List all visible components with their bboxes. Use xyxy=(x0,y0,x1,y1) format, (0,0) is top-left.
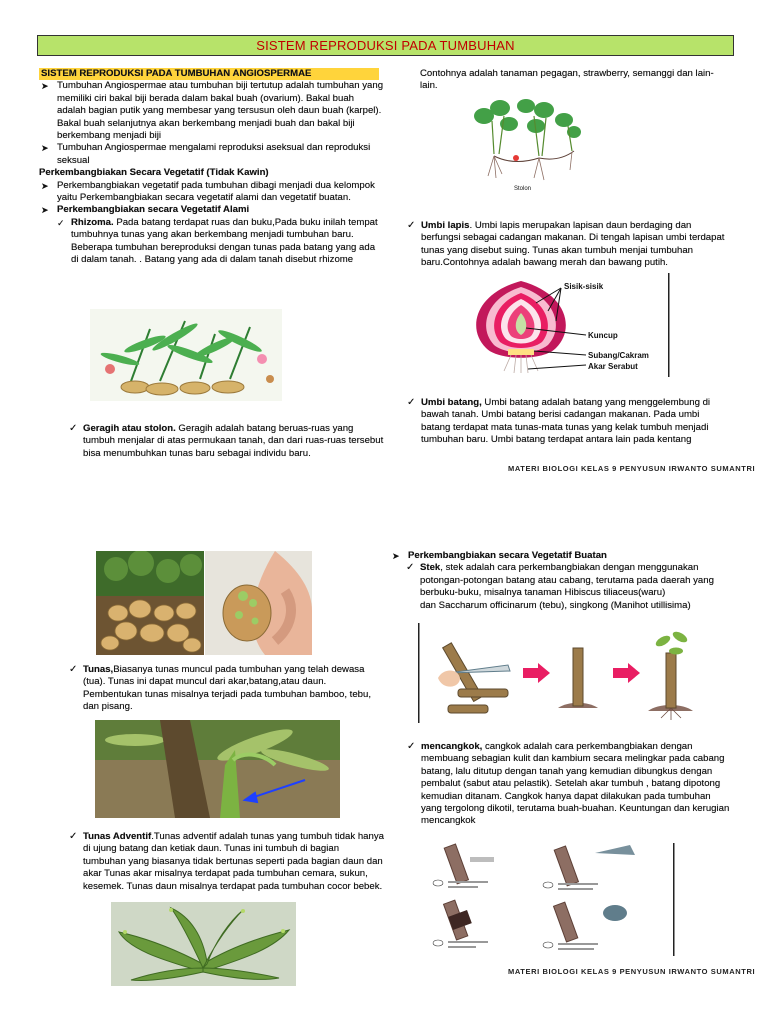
onion-bulb-diagram xyxy=(466,273,671,377)
onion-label-subang: Subang/Cakram xyxy=(588,351,649,360)
onion-label-kuncup: Kuncup xyxy=(588,331,618,340)
arrow-bullet-icon: ➤ xyxy=(392,551,400,561)
artificial-vegetative-heading: ➤ Perkembangbiakan secara Vegetatif Buatan xyxy=(392,550,607,561)
arrow-bullet-icon: ➤ xyxy=(41,143,49,154)
check-icon: ✓ xyxy=(406,562,415,574)
umbi-batang-block xyxy=(405,397,730,447)
bullet-vegetative-groups: ➤ Perkembangbiakan vegetatif pada tumbuhan dibagi menjadi dua kelompok yaitu Perkembangbiakan secara vegetatif alami dan vegetatif buatan. xyxy=(41,179,375,204)
vegetative-heading: Perkembangbiakan Secara Vegetatif (Tidak Kawin) xyxy=(39,167,269,179)
bullet-angiospermae-definition: ➤ Tumbuhan Angiospermae atau tumbuhan biji tertutup adalah tumbuhan yang memiliki ciri bakal biji berada dalam bakal buah (ovarium). Bakal buah adalah bagian putik yang membesar yang tersusun oleh daun buah (karpel). Bakal buah selanjutnya akan berkembang menjadi buah dan bakal biji berkembang menjadi biji xyxy=(41,80,384,142)
cangkok-grafting-diagram xyxy=(430,843,676,956)
rhizome-ginger-image xyxy=(90,309,282,401)
stek-cutting-diagram xyxy=(418,623,700,723)
footer-bottom: MATERI BIOLOGI KELAS 9 PENYUSUN IRWANTO SUMANTRI xyxy=(508,967,756,976)
angiospermae-heading: SISTEM REPRODUKSI PADA TUMBUHAN ANGIOSPERMAE xyxy=(39,68,379,80)
geragih-item: ✓ Geragih atau stolon. Geragih adalah batang beruas-ruas yang tumbuh menjalar di atas permukaan tanah, dan dari ruas-ruas tersebut bisa menumbuhkan tunas baru sebagai individu baru. xyxy=(69,423,384,459)
umbi-lapis-item: ✓ Umbi lapis. Umbi lapis merupakan lapisan daun berdaging dan berfungsi sebagai cadangan makanan. Di tengah lapisan umbi terdapat tunas yang disebut suing. Tunas akan tumbuh menjai tumbuhan baru.Contohnya adalah bawang merah dan bawang putih. xyxy=(407,220,725,269)
umbi-lapis-block xyxy=(405,220,730,270)
stek-examples-text: dan Saccharum officinarum (tebu), singkong (Manihot utillisima) xyxy=(420,599,691,611)
page-title: SISTEM REPRODUKSI PADA TUMBUHAN xyxy=(37,35,734,56)
onion-label-akar: Akar Serabut xyxy=(588,362,638,371)
geragih-block xyxy=(39,423,384,460)
tunas-adventif-block xyxy=(39,831,384,893)
stolon-examples-text: Contohnya adalah tanaman pegagan, strawberry, semanggi dan lain-lain. xyxy=(420,68,714,92)
check-icon: ✓ xyxy=(407,741,416,752)
check-icon: ✓ xyxy=(407,397,416,408)
stek-item: ✓ Stek, stek adalah cara perkembangbiakan dengan menggunakan potongan-potongan batang atau cabang, terutama pada daerah yang berbuku-buku, misalnya tanaman Hibiscus tiliaceus(waru) xyxy=(406,562,714,599)
arrow-bullet-icon: ➤ xyxy=(41,205,49,216)
left-top-column xyxy=(39,68,384,267)
potato-plant-image xyxy=(96,551,204,655)
check-icon: ✓ xyxy=(69,831,78,842)
stolon-label: Stolon xyxy=(514,186,532,192)
cangkok-block xyxy=(405,741,730,828)
right-top-intro xyxy=(420,68,730,93)
right-bottom-column xyxy=(390,550,730,612)
check-icon: ✓ xyxy=(407,220,416,231)
tunas-item: ✓ Tunas,Biasanya tunas muncul pada tumbuhan yang telah dewasa (tua). Tunas ini dapat muncul dari akar,batang,atau daun. Pembentukan tunas misalnya terjadi pada tumbuhan bamboo, tebu, dan pisang. xyxy=(69,664,371,713)
banana-shoot-image xyxy=(95,720,340,818)
tunas-block xyxy=(39,664,384,714)
cocor-bebek-image xyxy=(111,902,296,986)
arrow-bullet-icon: ➤ xyxy=(41,81,49,92)
cangkok-item: ✓ mencangkok, cangkok adalah cara perkembangbiakan dengan membuang sebagian kulit dan kambium secara melingkar pada cabang batang, lalu ditutup dengan tanah yang kemudian dibungkus dengan pembalut (sabut atau pelastik). Setelah akar tumbuh , batang dipotong kemudian ditanam. Cangkok hanya dapat dilakukan pada tumbuhan yang tergolong dikotil, terutama buah-buahan. Keuntungan dan kerugian mencangkok xyxy=(407,741,730,827)
footer-top: MATERI BIOLOGI KELAS 9 PENYUSUN IRWANTO SUMANTRI xyxy=(508,464,756,473)
potato-sprout-image xyxy=(205,551,312,655)
bullet-reproduction-types: ➤ Tumbuhan Angiospermae mengalami reproduksi aseksual dan reproduksi seksual xyxy=(41,142,371,166)
natural-vegetative-heading: ➤ Perkembangbiakan secara Vegetatif Alami xyxy=(41,204,250,216)
arrow-bullet-icon: ➤ xyxy=(41,180,49,191)
rhizoma-item: ✓ Rhizoma. Pada batang terdapat ruas dan buku,Pada buku inilah tempat tumbuhnya tunas yang akan berkembang menjadi tumbuhan baru. Beberapa tumbuhan bereproduksi dengan tunas pada batang yang ada di dalam tanah. . Batang yang ada di dalam tanah disebut rhizome xyxy=(57,216,378,266)
check-icon: ✓ xyxy=(69,423,78,434)
check-icon: ✓ xyxy=(69,664,78,675)
check-icon: ✓ xyxy=(57,217,65,228)
umbi-batang-item: ✓ Umbi batang, Umbi batang adalah batang yang menggelembung di bawah tanah. Umbi batang berisi cadangan makanan. Pada umbi batang terdapat mata tunas-mata tunas yang kelak tumbuh menjadi tumbuhan baru. Umbi batang terdapat antara lain pada kentang xyxy=(407,397,711,446)
onion-label-sisik: Sisik-sisik xyxy=(564,282,604,291)
tunas-adventif-item: ✓ Tunas Adventif.Tunas adventif adalah tunas yang tumbuh tidak hanya di ujung batang dan ketiak daun. Tunas ini tumbuh di bagian tumbuhan yang biasanya tidak bertunas seperti pada bagian daun dan akar Tunas akar misalnya terdapat pada tumbuhan cemara, sukun, kesemek. Tunas daun misalnya terdapat pada tumbuhan cocor bebek. xyxy=(69,831,384,892)
strawberry-stolon-image xyxy=(464,96,584,194)
